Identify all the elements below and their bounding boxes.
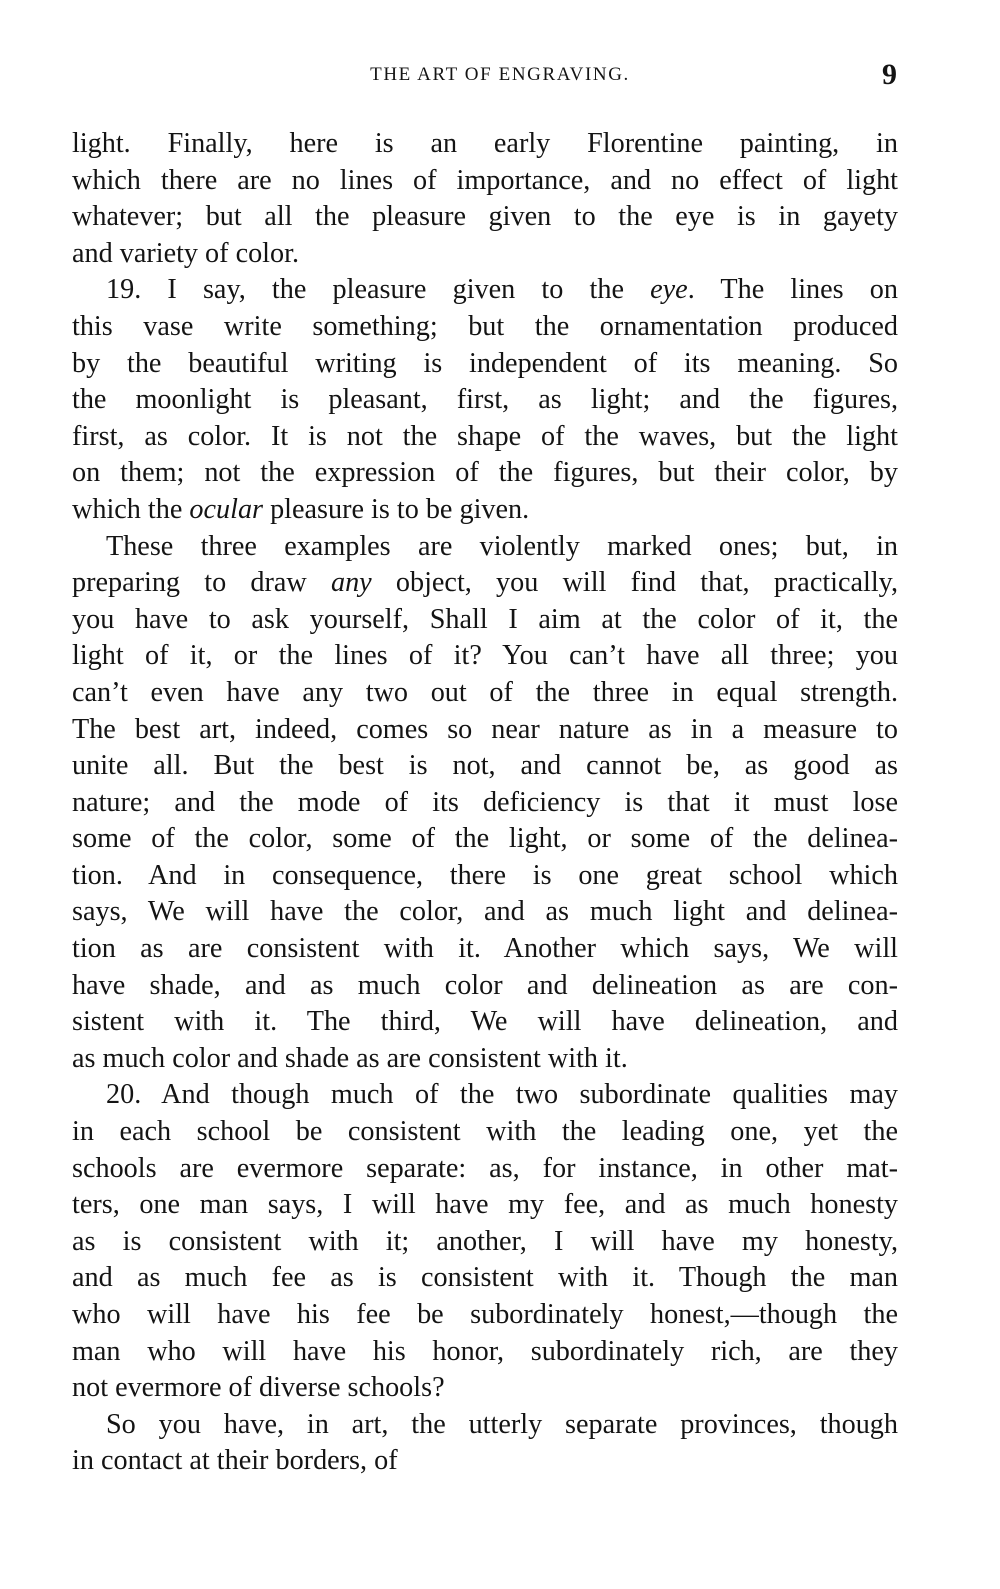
text-line: on them; not the expression of the figures, but their color, by	[72, 457, 898, 489]
text-line: as is consistent with it; another, I will have my honesty,	[72, 1225, 898, 1257]
text-line: tion. And in consequence, there is one great school which	[72, 859, 898, 891]
text-line: by the beautiful writing is independent of its meaning. So	[72, 347, 898, 379]
text-line: light. Finally, here is an early Florentine painting, in	[72, 128, 898, 159]
text-line: not evermore of diverse schools?	[72, 1372, 445, 1404]
paragraph	[72, 272, 898, 528]
text-line: 20. And though much of the two subordinate qualities may	[106, 1079, 898, 1111]
text-line: who will have his fee be subordinately honest,—though the	[72, 1299, 898, 1330]
text-line: which there are no lines of importance, and no effect of light	[72, 164, 898, 196]
italic-word: any	[330, 567, 372, 599]
italic-word: ocular	[189, 493, 264, 525]
page-number: 9	[882, 58, 897, 91]
text-line: you have to ask yourself, Shall I aim at the color of it, the	[72, 603, 898, 635]
text-line: light of it, or the lines of it? You can’t have all three; you	[72, 640, 898, 672]
text-line: can’t even have any two out of the three in equal strength.	[72, 676, 898, 708]
text-line: unite all. But the best is not, and cannot be, as good as	[72, 750, 898, 782]
text-line: which the ocular pleasure is to be given.	[72, 493, 530, 525]
text-line: in contact at their borders, of	[72, 1445, 398, 1477]
text-line: and variety of color.	[72, 237, 299, 269]
text-line: have shade, and as much color and delineation as are con-	[72, 969, 898, 1001]
text-line: nature; and the mode of its deficiency is that it must lose	[72, 786, 898, 818]
text-line: ters, one man says, I will have my fee, and as much honesty	[72, 1189, 898, 1221]
text-line: schools are evermore separate: as, for instance, in other mat-	[72, 1152, 898, 1184]
text-line: man who will have his honor, subordinately rich, are they	[72, 1335, 898, 1367]
body-text	[72, 126, 898, 1480]
text-line: These three examples are violently marked ones; but, in	[106, 530, 898, 562]
text-line: 19. I say, the pleasure given to the eye. The lines on	[106, 274, 898, 306]
paragraph	[72, 126, 898, 272]
text-line: So you have, in art, the utterly separate provinces, though	[106, 1408, 898, 1440]
paragraph	[72, 1077, 898, 1406]
text-line: this vase write something; but the ornamentation produced	[72, 310, 898, 342]
text-line: The best art, indeed, comes so near nature as in a measure to	[72, 713, 898, 745]
text-line: preparing to draw any object, you will find that, practically,	[72, 567, 898, 599]
text-line: first, as color. It is not the shape of the waves, but the light	[72, 420, 898, 452]
running-title: THE ART OF ENGRAVING.	[370, 64, 630, 85]
text-line: whatever; but all the pleasure given to the eye is in gayety	[72, 201, 898, 233]
running-head	[0, 58, 1000, 98]
text-line: and as much fee as is consistent with it. Though the man	[72, 1262, 898, 1294]
paragraph	[72, 1407, 898, 1480]
text-line: says, We will have the color, and as much light and delinea-	[72, 896, 898, 928]
text-line: tion as are consistent with it. Another which says, We will	[72, 933, 898, 965]
italic-word: eye	[650, 274, 688, 306]
text-line: sistent with it. The third, We will have delineation, and	[72, 1006, 898, 1038]
paragraph	[72, 529, 898, 1078]
text-line: the moonlight is pleasant, first, as light; and the figures,	[72, 384, 898, 416]
text-line: as much color and shade as are consistent with it.	[72, 1042, 628, 1074]
text-line: in each school be consistent with the leading one, yet the	[72, 1116, 898, 1148]
text-line: some of the color, some of the light, or some of the delinea-	[72, 823, 898, 855]
